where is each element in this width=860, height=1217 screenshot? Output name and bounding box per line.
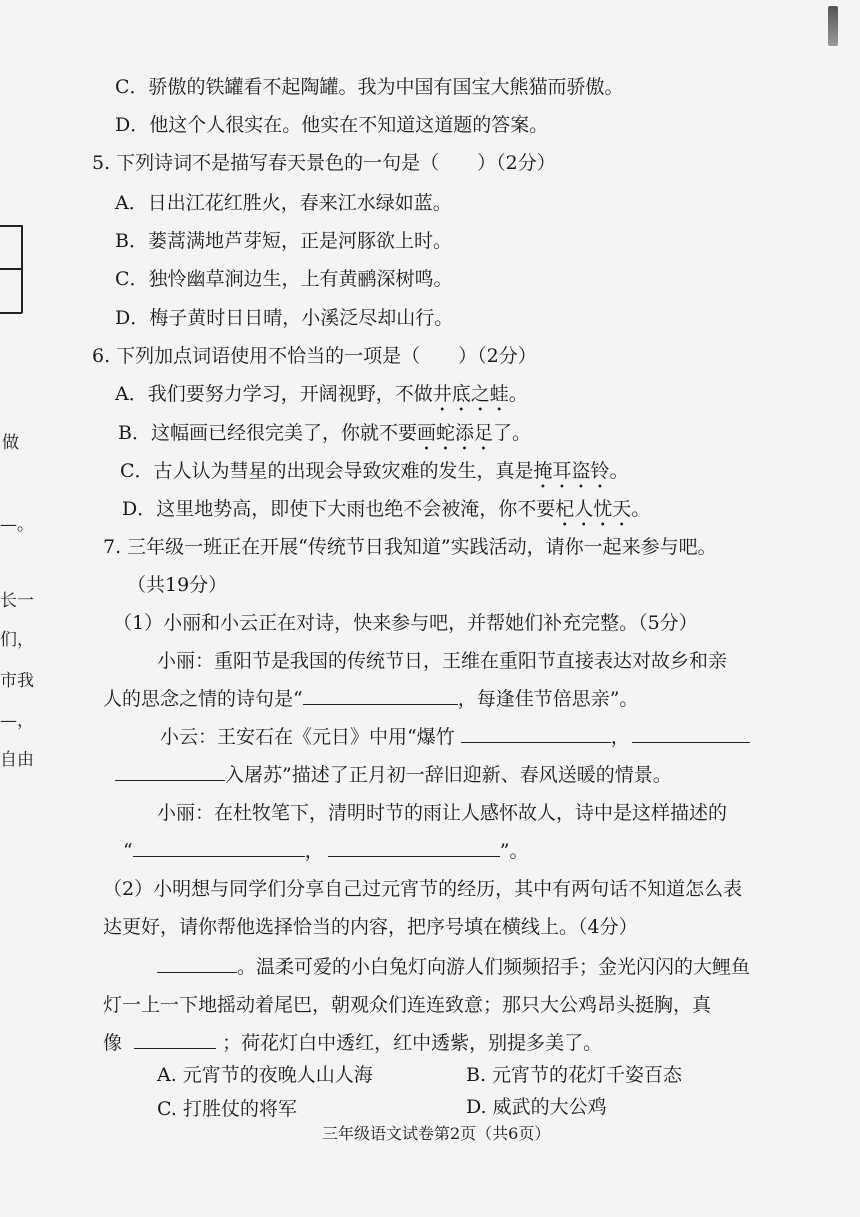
q4-option-c: C．骄傲的铁罐看不起陶罐。我为中国有国宝大熊猫而骄傲。: [115, 76, 624, 98]
margin-text: —，: [0, 711, 34, 731]
q6-b-tail: 了。: [492, 422, 531, 444]
q7-xiaoli-line2: [103, 686, 638, 712]
q7-xy-tail: 入屠苏”描述了正月初一辞旧迎新、春风送暖的情景。: [225, 764, 672, 786]
q6-b-dotted: 画蛇添足: [416, 422, 493, 444]
q7-option-c: C. 打胜仗的将军: [157, 1098, 297, 1120]
q7-para-tail: ；荷花灯白中透红，红中透紫，别提多美了。: [222, 1032, 603, 1054]
q7-xy-text: 小云：王安石在《元日》中用“爆竹: [160, 726, 455, 748]
q7-para-xiang: 像: [103, 1032, 123, 1054]
q7-xl2-open: “: [123, 840, 133, 862]
q5-option-a: A．日出江花红胜火，春来江水绿如蓝。: [115, 192, 452, 214]
q7-xiaoyun-line2: [115, 762, 672, 788]
q7-part2-line2: 达更好，请你帮他选择恰当的内容，把序号填在横线上。（4分）: [103, 916, 638, 938]
q7-xiaoli-line1: 小丽：重阳节是我国的传统节日，王维在重阳节直接表达对故乡和亲: [157, 650, 728, 672]
q6-d-text: D．这里地势高，即使下大雨也绝不会被淹，你不要: [122, 498, 556, 520]
q7-xy-comma: ，: [610, 726, 630, 748]
q6-option-c: [120, 458, 629, 493]
margin-text: 市我: [0, 671, 34, 691]
q7-xiaoli2-line1: 小丽：在杜牧笔下，清明时节的雨让人感怀故人，诗中是这样描述的: [157, 802, 728, 824]
scan-corner-mark: [828, 6, 838, 46]
q4-option-d: D．他这个人很实在。他实在不知道这道题的答案。: [115, 114, 549, 136]
q7-stem: 7. 三年级一班正在开展“传统节日我知道”实践活动，请你一起来参与吧。: [103, 536, 717, 558]
answer-blank[interactable]: [303, 686, 458, 705]
page-footer: 三年级语文试卷第2页（共6页）: [322, 1124, 551, 1143]
margin-text: 自由: [0, 750, 34, 770]
answer-blank[interactable]: [328, 838, 500, 857]
answer-blank[interactable]: [115, 762, 225, 781]
q7-option-b: B. 元宵节的花灯千姿百态: [466, 1064, 683, 1086]
margin-text: 们，: [0, 630, 34, 650]
answer-blank[interactable]: [133, 838, 305, 857]
q7-paragraph-line2: 灯一上一下地摇动着尾巴，朝观众们连连致意；那只大公鸡昂头挺胸，真: [103, 994, 712, 1016]
q7-xl1-tail: ，每逢佳节倍思亲”。: [457, 688, 639, 710]
q6-c-text: C．古人认为彗星的出现会导致灾难的发生，真是: [120, 460, 534, 482]
margin-box-top: [0, 225, 22, 227]
q7-score: （共19分）: [127, 574, 228, 596]
answer-blank[interactable]: [461, 724, 611, 743]
q7-option-a: A. 元宵节的夜晚人山人海: [157, 1064, 373, 1086]
answer-blank[interactable]: [632, 724, 750, 743]
q7-paragraph-line3: [103, 1030, 602, 1056]
margin-box-bottom: [0, 312, 22, 314]
q7-option-d: D. 威武的大公鸡: [466, 1096, 607, 1118]
q7-part1: （1）小丽和小云正在对诗，快来参与吧，并帮她们补充完整。（5分）: [113, 612, 698, 634]
margin-text: —。: [0, 515, 34, 535]
q7-xiaoli2-line2: [123, 838, 528, 864]
margin-box-mid: [0, 268, 22, 270]
q7-xl2-comma: ，: [304, 840, 324, 862]
q5-option-b: B．蒌蒿满地芦芽短，正是河豚欲上时。: [115, 230, 452, 252]
q7-xiaoyun-line1: [160, 724, 750, 750]
margin-text: 长一: [0, 591, 34, 611]
margin-text: 做: [2, 433, 19, 453]
q6-c-tail: 。: [609, 460, 629, 482]
q6-a-text: A．我们要努力学习，开阔视野，不做: [115, 383, 433, 405]
q6-stem: 6. 下列加点词语使用不恰当的一项是（ ）（2分）: [92, 345, 537, 367]
q6-a-tail: 。: [508, 383, 528, 405]
q7-part2-line1: （2）小明想与同学们分享自己过元宵节的经历，其中有两句话不知道怎么表: [103, 878, 743, 900]
q7-xl2-close: ”。: [499, 840, 529, 862]
q6-option-a: [115, 381, 528, 416]
q6-option-b: [118, 420, 531, 455]
answer-blank[interactable]: [157, 954, 237, 973]
q5-option-c: C．独怜幽草涧边生，上有黄鹂深树鸣。: [115, 268, 453, 290]
q6-b-text: B．这幅画已经很完美了，你就不要: [118, 422, 417, 444]
q7-para-text: 。温柔可爱的小白兔灯向游人们频频招手；金光闪闪的大鲤鱼: [237, 956, 751, 978]
q6-a-dotted: 井底之蛙: [432, 383, 509, 405]
q6-d-dotted: 杞人忧天: [555, 498, 632, 520]
q6-c-dotted: 掩耳盗铃: [533, 460, 610, 482]
q7-xl1-text: 人的思念之情的诗句是“: [103, 688, 303, 710]
q6-option-d: [122, 496, 650, 531]
q6-d-tail: 。: [631, 498, 651, 520]
q5-option-d: D．梅子黄时日日晴，小溪泛尽却山行。: [115, 307, 454, 329]
q7-paragraph-line1: [157, 954, 750, 980]
q5-stem: 5. 下列诗词不是描写春天景色的一句是（ ）（2分）: [92, 152, 556, 174]
answer-blank[interactable]: [134, 1030, 216, 1049]
